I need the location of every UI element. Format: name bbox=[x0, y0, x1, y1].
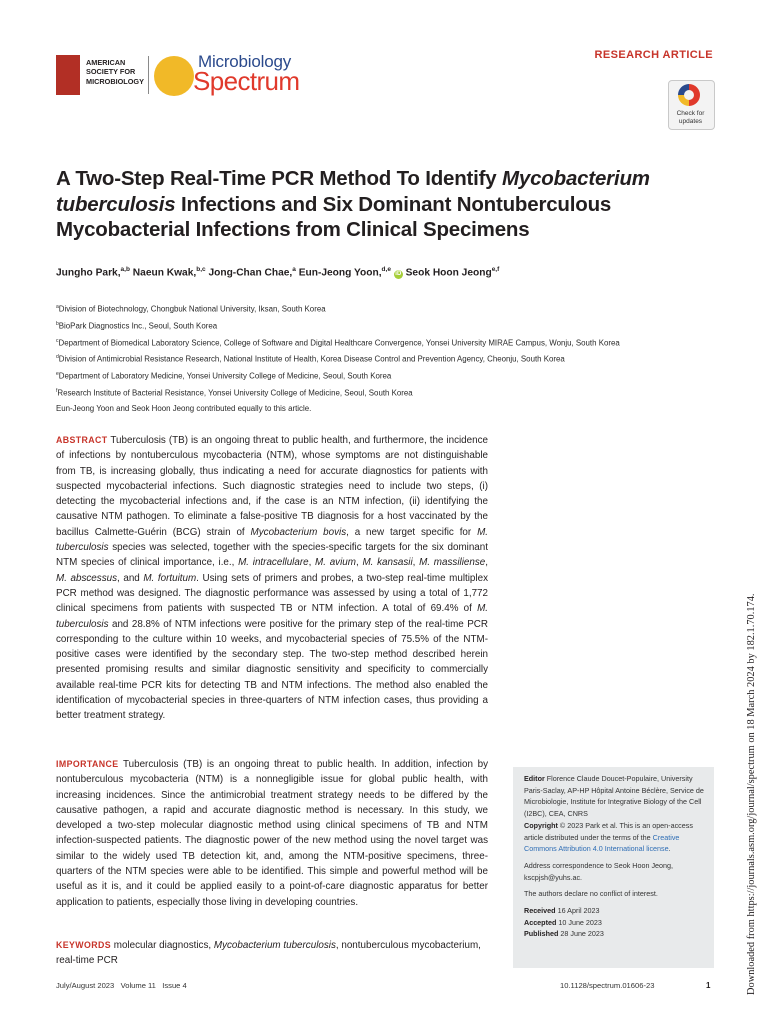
issue-info: July/August 2023 Volume 11 Issue 4 bbox=[56, 981, 187, 990]
asm-logo-mark bbox=[56, 55, 80, 95]
page-number: 1 bbox=[706, 981, 711, 990]
download-watermark: Downloaded from https://journals.asm.org/journal/spectrum on 18 March 2024 by 182.1.70.174. bbox=[746, 593, 757, 995]
author-name[interactable]: Naeun Kwak, bbox=[132, 267, 197, 279]
doi-link[interactable]: 10.1128/spectrum.01606-23 bbox=[560, 981, 655, 990]
author-list: Jungho Park,$^{a,b}$ Naeun Kwak,$^{b,c}$ Jong-Chan Chae,$^a$ Eun-Jeong Yoon,$^{d,e}$ iD Seok Hoon Jeong$^{e,f}$ bbox=[56, 266, 500, 279]
journal-logo-icon bbox=[154, 56, 194, 96]
abstract-paragraph: ABSTRACT Tuberculosis (TB) is an ongoing threat to public health, and furthermore, the incidence of infections by nontuberculous mycobacteria (NTM), whose symptoms are not distinguishable from TB, is increasing globally, thus indicating a need for accurate diagnostics for patients with suspected mycobacterial infections. Such diagnostic strategies need to include two steps, (i) detecting the mycobacterial infections and, if the case is an NTM infection, (ii) identifying the causative NTM pathogen. To eliminate a false-positive TB diagnosis for a host vaccinated by the bacillus Calmette-Guérin (BCG) strain of Mycobacterium bovis, a new target specific for M. tuberculosis species was selected, together with the species-specific targets for the six dominant NTM species of clinical importance, i.e., M. intracellulare, M. avium, M. kansasii, M. massiliense, M. abscessus, and M. fortuitum. Using sets of primers and probes, a two-step real-time multiplex PCR method was designed. The diagnostic performance was assessed by using a total of 1,772 clinical specimens from patients with suspected TB or NTM infection. A total of 69.4% of M. tuberculosis and 28.8% of NTM infections were positive for the primary step of the real-time PCR corresponding to the culture within 10 weeks, and mycobacterial species of 75.5% of the NTM-positive cases were identified by the secondary step. The two-step method described herein presented promising results and similar diagnostic sensitivity and specificity to commercially available real-time PCR kits for detecting TB and NTM infections. The method also enabled the identification of mycobacterial species in three-quarters of NTM infection cases, thus providing a better treatment strategy. bbox=[56, 435, 488, 722]
copyright-info: Copyright © 2023 Park et al. This is an open-access article distributed under the terms of the Creative Commons Attribution 4.0 International license. bbox=[524, 820, 693, 854]
affiliation-item: $^c$Department of Biomedical Laboratory Science, College of Software and Digital Healthcare Convergence, Yonsei University MIRAE Campus, Wonju, South Korea bbox=[56, 337, 620, 348]
importance-paragraph: IMPORTANCE Tuberculosis (TB) is an ongoing threat to public health. In addition, infection by nontuberculous mycobacteria (NTM) is a nonnegligible issue for global public health, with increasing incidences. Since the antimicrobial treatment strategy needs to be differed by the causative pathogen, a rapid and accurate diagnostic method is necessary. In this study, we developed a two-step molecular diagnostic method using clinical specimens of TB and NTM infection-suspected patients. The diagnostic power of the new method using the novel target was similar to the widely used TB detection kit, and, among the NTM-positive specimens, three-quarters of the NTM species were able to be identified. This simple and powerful method will be useful as it is, and it could be applied easily to a point-of-care diagnostic apparatus for better application to patients, especially those living in developing countries. bbox=[56, 759, 488, 908]
accepted-date: Accepted 10 June 2023 bbox=[524, 917, 602, 927]
asm-logo-text: AMERICAN SOCIETY FOR MICROBIOLOGY bbox=[86, 58, 144, 86]
logo-divider bbox=[148, 56, 149, 94]
contribution-note: Eun-Jeong Yoon and Seok Hoon Jeong contributed equally to this article. bbox=[56, 404, 312, 413]
journal-name-line1: Microbiology bbox=[198, 52, 292, 71]
affiliations bbox=[56, 300, 726, 401]
author-name[interactable]: Eun-Jeong Yoon, bbox=[298, 267, 382, 279]
correspondence-info: Address correspondence to Seok Hoon Jeong, kscpjsh@yuhs.ac. bbox=[524, 860, 674, 882]
editor-info: Editor Florence Claude Doucet-Populaire, University Paris-Saclay, AP-HP Hôpital Antoine Béclère, Service de Microbiologie, Institute for Integrative Biology of the Cell (I2BC), CEA, CNRS bbox=[524, 774, 704, 819]
affiliation-item: $^a$Division of Biotechnology, Chongbuk National University, Iksan, South Korea bbox=[56, 304, 326, 314]
affiliation-item: $^e$Department of Laboratory Medicine, Yonsei University College of Medicine, Seoul, South Korea bbox=[56, 371, 392, 381]
abstract-label: ABSTRACT bbox=[56, 435, 108, 445]
importance-label: IMPORTANCE bbox=[56, 759, 119, 769]
keywords-label: KEYWORDS bbox=[56, 940, 112, 950]
article-type-label: RESEARCH ARTICLE bbox=[594, 49, 713, 61]
author-name[interactable]: Seok Hoon Jeong bbox=[405, 267, 492, 279]
license-link[interactable]: Creative Commons Attribution 4.0 International license bbox=[524, 832, 680, 854]
keywords-paragraph: KEYWORDS molecular diagnostics, Mycobacterium tuberculosis, nontuberculous mycobacterium, real-time PCR bbox=[56, 940, 481, 967]
check-updates-label: Check for updates bbox=[676, 110, 705, 125]
affiliation-item: $^f$Research Institute of Bacterial Resistance, Yonsei University College of Medicine, Seoul, South Korea bbox=[56, 388, 413, 398]
author-name[interactable]: Jungho Park, bbox=[56, 267, 121, 279]
affiliation-item: $^d$Division of Antimicrobial Resistance Research, National Institute of Health, Korea Disease Control and Prevention Agency, Cheonju, South Korea bbox=[56, 354, 565, 365]
article-title: A Two-Step Real-Time PCR Method To Identify Mycobacterium tuberculosis Infections and Six Dominant Nontuberculous Mycobacterial Infections from Clinical Specimens bbox=[56, 167, 650, 241]
journal-name-line2: Spectrum bbox=[193, 66, 300, 96]
published-date: Published 28 June 2023 bbox=[524, 929, 604, 939]
article-info-content bbox=[524, 773, 706, 940]
affiliation-item: $^b$BioPark Diagnostics Inc., Seoul, South Korea bbox=[56, 320, 218, 331]
orcid-icon[interactable]: iD bbox=[395, 271, 402, 278]
conflict-statement: The authors declare no conflict of interest. bbox=[524, 889, 658, 899]
received-date: Received 16 April 2023 bbox=[524, 906, 600, 916]
author-name[interactable]: Jong-Chan Chae, bbox=[208, 267, 293, 279]
